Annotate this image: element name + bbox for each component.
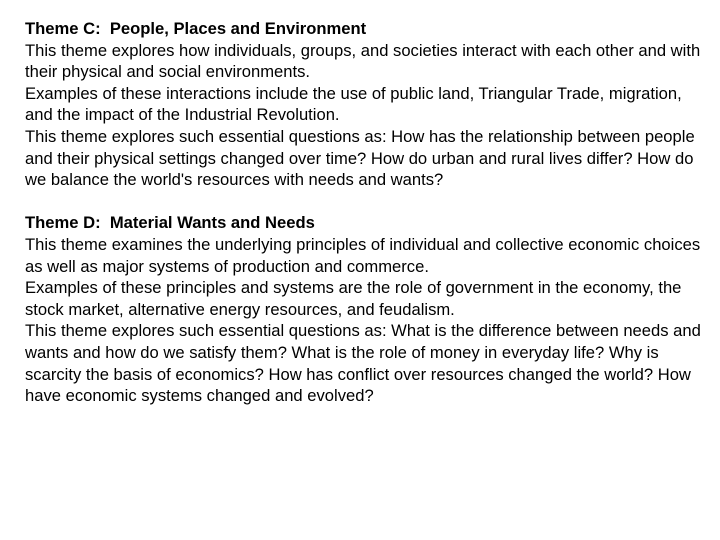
theme-d-section	[25, 212, 705, 406]
theme-d-description: This theme examines the underlying principles of individual and collective economic choices as well as major systems of production and commerce.	[25, 234, 701, 276]
theme-c-examples: Examples of these interactions include the use of public land, Triangular Trade, migration, and the impact of the Industrial Revolution.	[25, 83, 682, 125]
theme-c-section	[25, 18, 705, 191]
theme-c-heading: Theme C: People, Places and Environment	[25, 19, 367, 38]
theme-c-questions: This theme explores such essential questions as: How has the relationship between people and their physical settings changed over time? How do urban and rural lives differ? How do we balance the world's resources with needs and wants?	[25, 126, 695, 190]
theme-d-heading: Theme D: Material Wants and Needs	[25, 213, 315, 233]
theme-c-description: This theme explores how individuals, groups, and societies interact with each other and with their physical and social environments.	[25, 40, 701, 82]
document-page	[25, 18, 705, 407]
theme-d-questions: This theme explores such essential questions as: What is the difference between needs and wants and how do we satisfy them? What is the role of money in everyday life? Why is scarcity the basis of economics? How has conflict over resources changed the world? How have economic systems changed and evolved?	[25, 321, 701, 406]
theme-d-examples: Examples of these principles and systems are the role of government in the economy, the stock market, alternative energy resources, and feudalism.	[25, 278, 682, 319]
